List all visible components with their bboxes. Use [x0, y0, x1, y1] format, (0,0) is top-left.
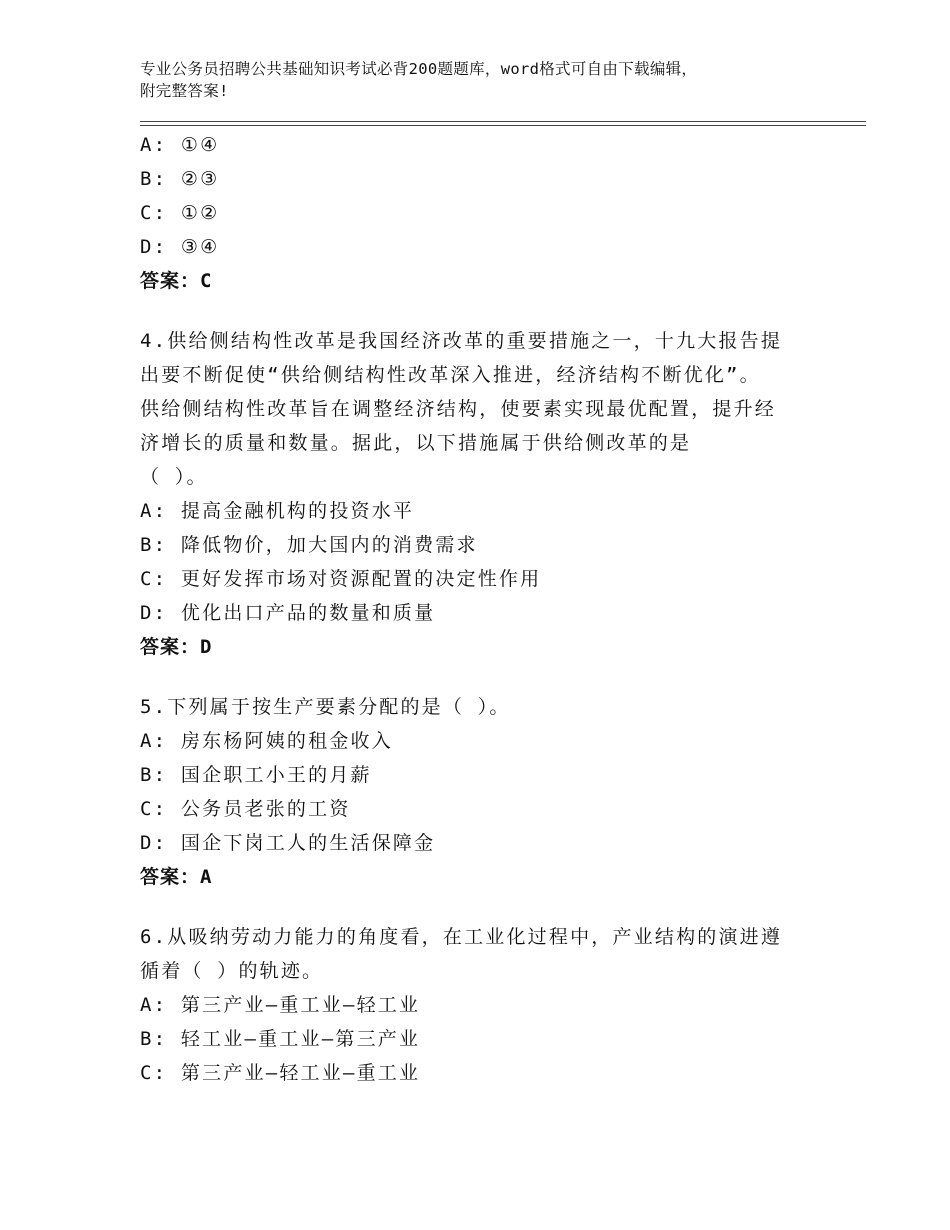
- question-text-line: 6.从吸纳劳动力能力的角度看，在工业化过程中，产业结构的演进遵: [140, 926, 783, 948]
- question-list: [140, 128, 820, 1090]
- option-d: D: 优化出口产品的数量和质量: [140, 602, 436, 624]
- answer: 答案：D: [140, 636, 213, 658]
- question-text-line: 4.供给侧结构性改革是我国经济改革的重要措施之一，十九大报告提: [140, 330, 783, 352]
- question-text-line: （ ）。: [140, 466, 208, 488]
- question-text-line: 循着（ ）的轨迹。: [140, 960, 324, 982]
- option-b: B: 降低物价，加大国内的消费需求: [140, 534, 478, 556]
- question-text-line: 5.下列属于按生产要素分配的是（ ）。: [140, 696, 511, 718]
- answer: 答案：C: [140, 270, 213, 292]
- option-b: B: 国企职工小王的月薪: [140, 764, 372, 786]
- document-header: [140, 58, 840, 102]
- question-text-line: 供给侧结构性改革旨在调整经济结构，使要素实现最优配置，提升经: [140, 398, 777, 420]
- option-c: C: 公务员老张的工资: [140, 798, 351, 820]
- option-b: B: 轻工业—重工业—第三产业: [140, 1028, 421, 1050]
- question-text-line: 出要不断促使“供给侧结构性改革深入推进，经济结构不断优化”。: [140, 364, 761, 386]
- option-c: C: ①②: [140, 202, 220, 224]
- header-line-1: 专业公务员招聘公共基础知识考试必背200题题库，word格式可自由下载编辑，: [140, 60, 698, 78]
- option-b: B: ②③: [140, 168, 220, 190]
- question-5: [140, 690, 820, 894]
- option-c: C: 更好发挥市场对资源配置的决定性作用: [140, 568, 542, 590]
- header-line-2: 附完整答案!: [140, 82, 229, 100]
- question-3: [140, 128, 820, 298]
- option-d: D: 国企下岗工人的生活保障金: [140, 832, 436, 854]
- option-a: A: 第三产业—重工业—轻工业: [140, 994, 421, 1016]
- option-a: A: ①④: [140, 134, 220, 156]
- header-divider-bottom: [140, 125, 866, 126]
- option-c: C: 第三产业—轻工业—重工业: [140, 1062, 421, 1084]
- option-d: D: ③④: [140, 236, 220, 258]
- question-4: [140, 324, 820, 664]
- header-divider-top: [140, 121, 866, 122]
- answer: 答案：A: [140, 866, 213, 888]
- question-6: [140, 920, 820, 1090]
- question-text-line: 济增长的质量和数量。据此，以下措施属于供给侧改革的是: [140, 432, 692, 454]
- option-a: A: 提高金融机构的投资水平: [140, 500, 415, 522]
- option-a: A: 房东杨阿姨的租金收入: [140, 730, 393, 752]
